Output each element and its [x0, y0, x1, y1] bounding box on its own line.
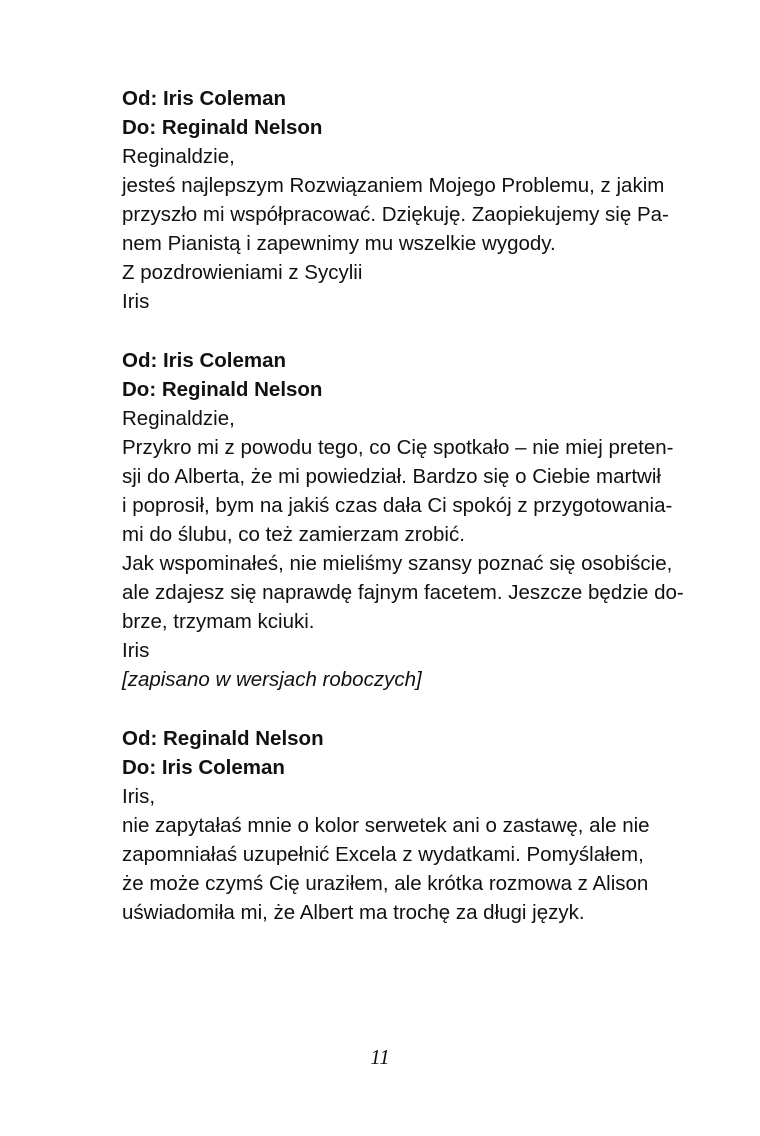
message-signature: Iris [122, 639, 150, 662]
message-body-line: brze, trzymam kciuki. [122, 610, 315, 633]
message-signature: Iris [122, 290, 150, 313]
message-body-line: nem Pianistą i zapewnimy mu wszelkie wygody. [122, 232, 556, 255]
message-body-line: zapomniałaś uzupełnić Excela z wydatkami. Pomyślałem, [122, 843, 644, 866]
message-from: Od: Reginald Nelson [122, 727, 324, 750]
message-to: Do: Reginald Nelson [122, 378, 323, 401]
message-1 [122, 84, 669, 316]
message-2 [122, 346, 684, 694]
message-body-line: że może czymś Cię uraziłem, ale krótka rozmowa z Alison [122, 872, 649, 895]
message-body-line: Przykro mi z powodu tego, co Cię spotkało – nie miej preten- [122, 436, 674, 459]
message-body-line: nie zapytałaś mnie o kolor serwetek ani o zastawę, ale nie [122, 814, 650, 837]
message-body-line: uświadomiła mi, że Albert ma trochę za długi język. [122, 901, 585, 924]
message-body-line: jesteś najlepszym Rozwiązaniem Mojego Problemu, z jakim [122, 174, 665, 197]
message-body-line: i poprosił, bym na jakiś czas dała Ci spokój z przygotowania- [122, 494, 673, 517]
message-to: Do: Reginald Nelson [122, 116, 323, 139]
message-body-line: przyszło mi współpracować. Dziękuję. Zaopiekujemy się Pa- [122, 203, 669, 226]
message-from: Od: Iris Coleman [122, 87, 287, 110]
page-number: 11 [370, 1045, 390, 1069]
message-draft-note: [zapisano w wersjach roboczych] [122, 668, 422, 691]
message-from: Od: Iris Coleman [122, 349, 287, 372]
message-closing: Z pozdrowieniami z Sycylii [122, 261, 363, 284]
message-body-line: mi do ślubu, co też zamierzam zrobić. [122, 523, 465, 546]
message-to: Do: Iris Coleman [122, 756, 285, 779]
message-body-line: sji do Alberta, że mi powiedział. Bardzo się o Ciebie martwił [122, 465, 661, 488]
message-3 [122, 724, 650, 927]
message-greeting: Reginaldzie, [122, 145, 235, 168]
page-content [122, 84, 684, 957]
message-greeting: Iris, [122, 785, 156, 808]
message-greeting: Reginaldzie, [122, 407, 235, 430]
message-body-line: Jak wspominałeś, nie mieliśmy szansy poznać się osobiście, [122, 552, 673, 575]
message-body-line: ale zdajesz się naprawdę fajnym facetem. Jeszcze będzie do- [122, 581, 684, 604]
